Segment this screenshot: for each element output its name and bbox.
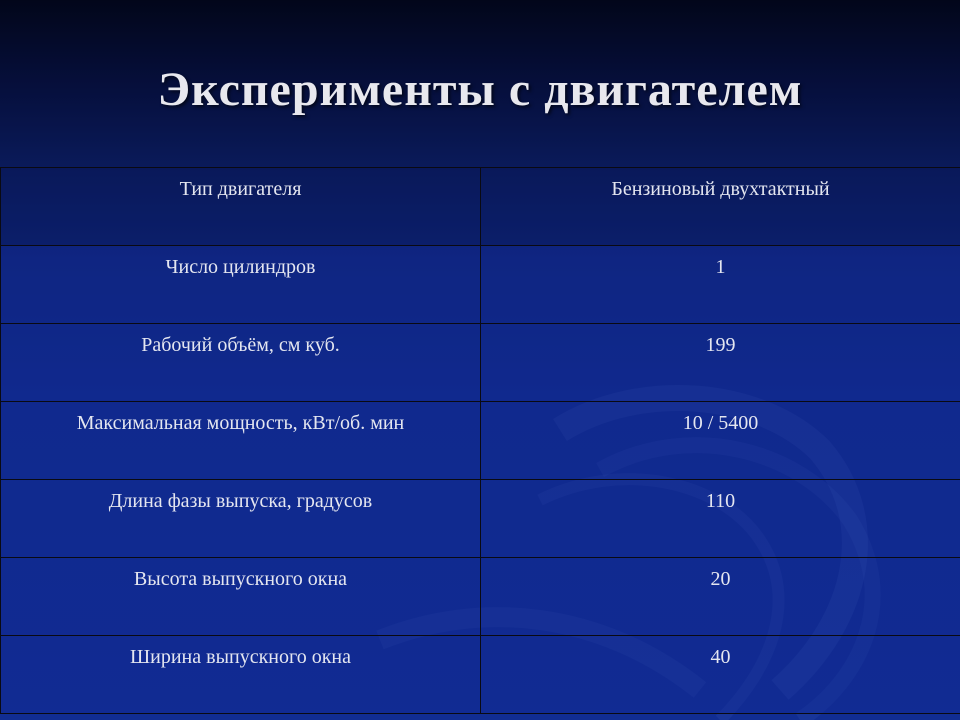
value-cell: 10 / 5400 xyxy=(481,402,960,480)
table-row xyxy=(1,402,960,480)
param-cell: Число цилиндров xyxy=(1,246,481,324)
param-cell: Максимальная мощность, кВт/об. мин xyxy=(1,402,481,480)
table-row xyxy=(1,324,960,402)
value-cell: Бензиновый двухтактный xyxy=(481,168,960,246)
param-cell: Высота выпускного окна xyxy=(1,558,481,636)
param-cell: Тип двигателя xyxy=(1,168,481,246)
table-row xyxy=(1,168,960,246)
table-row xyxy=(1,246,960,324)
value-cell: 40 xyxy=(481,636,960,714)
value-cell: 199 xyxy=(481,324,960,402)
param-cell: Рабочий объём, см куб. xyxy=(1,324,481,402)
table-row xyxy=(1,636,960,714)
value-cell: 1 xyxy=(481,246,960,324)
value-cell: 110 xyxy=(481,480,960,558)
table-row xyxy=(1,558,960,636)
engine-parameters-table xyxy=(0,167,960,714)
param-cell: Длина фазы выпуска, градусов xyxy=(1,480,481,558)
value-cell: 20 xyxy=(481,558,960,636)
slide-title: Эксперименты с двигателем xyxy=(157,63,803,116)
param-cell: Ширина выпускного окна xyxy=(1,636,481,714)
table-row xyxy=(1,480,960,558)
